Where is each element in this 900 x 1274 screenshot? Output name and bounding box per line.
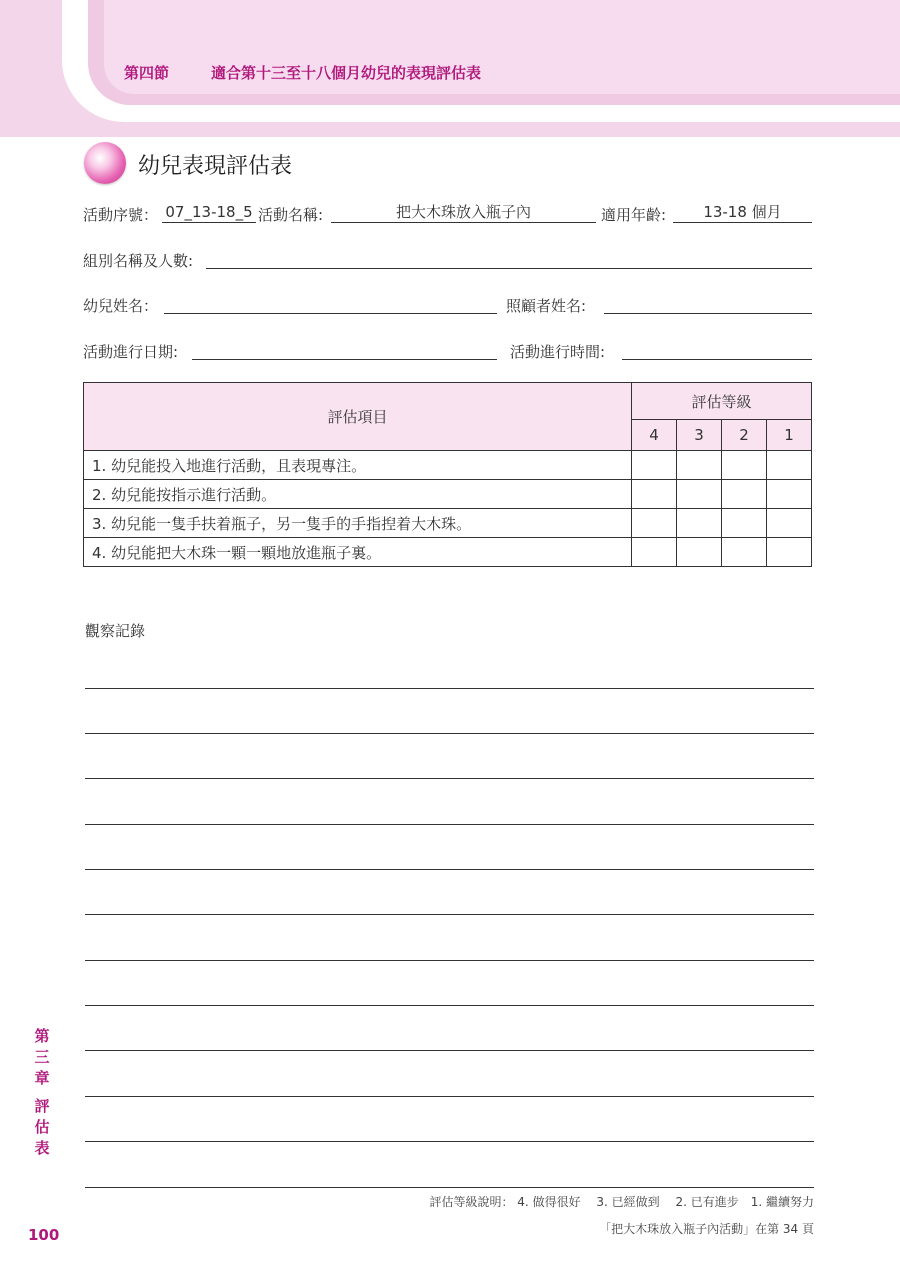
table-row (84, 451, 812, 480)
carer-name-field[interactable] (604, 293, 812, 314)
date-label: 活動進行日期: (83, 343, 179, 361)
level-3-header: 3 (677, 420, 722, 451)
rating-cell[interactable] (767, 538, 812, 567)
age-label: 適用年齡: (601, 206, 667, 224)
date-field[interactable] (192, 339, 497, 360)
carer-name-label: 照顧者姓名: (506, 297, 587, 315)
observation-label: 觀察記錄 (85, 622, 146, 640)
activity-name-field[interactable]: 把大木珠放入瓶子內 (331, 202, 596, 223)
observation-line[interactable] (85, 914, 814, 915)
level-1-header: 1 (767, 420, 812, 451)
item-text: 2. 幼兒能按指示進行活動。 (84, 480, 632, 509)
item-text: 4. 幼兒能把大木珠一顆一顆地放進瓶子裏。 (84, 538, 632, 567)
item-text: 1. 幼兒能投入地進行活動，且表現專注。 (84, 451, 632, 480)
page-title: 幼兒表現評估表 (138, 154, 293, 179)
rating-legend: 評估等級說明： 4. 做得很好 3. 已經做到 2. 已有進步 1. 繼續努力 (429, 1195, 814, 1209)
table-row (84, 538, 812, 567)
observation-line[interactable] (85, 688, 814, 689)
rating-cell[interactable] (677, 480, 722, 509)
child-name-label: 幼兒姓名： (83, 297, 159, 315)
child-name-field[interactable] (164, 293, 497, 314)
age-field[interactable]: 13-18 個月 (673, 202, 812, 223)
observation-line[interactable] (85, 1141, 814, 1142)
evaluation-table (83, 382, 812, 567)
rating-cell[interactable] (632, 451, 677, 480)
activity-reference: 「把大木珠放入瓶子內活動」在第 34 頁 (599, 1222, 814, 1236)
page-number: 100 (28, 1226, 60, 1244)
activity-no-label: 活動序號： (83, 206, 159, 224)
rating-cell[interactable] (722, 451, 767, 480)
level-4-header: 4 (632, 420, 677, 451)
section-title: 適合第十三至十八個月幼兒的表現評估表 (211, 64, 482, 82)
table-row (84, 509, 812, 538)
rating-cell[interactable] (722, 509, 767, 538)
item-header: 評估項目 (84, 383, 632, 451)
activity-no-field[interactable]: 07_13-18_5 (162, 202, 256, 223)
rating-cell[interactable] (722, 538, 767, 567)
rating-cell[interactable] (677, 538, 722, 567)
group-label: 組別名稱及人數: (83, 252, 194, 270)
rating-cell[interactable] (632, 480, 677, 509)
observation-line[interactable] (85, 1187, 814, 1188)
observation-line[interactable] (85, 733, 814, 734)
group-field[interactable] (206, 248, 812, 269)
observation-line[interactable] (85, 778, 814, 779)
level-header: 評估等級 (632, 383, 812, 420)
rating-cell[interactable] (632, 538, 677, 567)
time-field[interactable] (622, 339, 812, 360)
rating-cell[interactable] (677, 509, 722, 538)
rating-cell[interactable] (767, 451, 812, 480)
rating-cell[interactable] (722, 480, 767, 509)
observation-line[interactable] (85, 1005, 814, 1006)
level-2-header: 2 (722, 420, 767, 451)
time-label: 活動進行時間: (510, 343, 606, 361)
rating-cell[interactable] (767, 509, 812, 538)
section-label: 第四節 (124, 64, 170, 82)
item-text: 3. 幼兒能一隻手扶着瓶子，另一隻手的手指揑着大木珠。 (84, 509, 632, 538)
bullet-orb-icon (84, 142, 126, 184)
rating-cell[interactable] (632, 509, 677, 538)
activity-name-label: 活動名稱: (258, 206, 324, 224)
table-row (84, 480, 812, 509)
rating-cell[interactable] (677, 451, 722, 480)
rating-cell[interactable] (767, 480, 812, 509)
observation-line[interactable] (85, 869, 814, 870)
observation-line[interactable] (85, 1050, 814, 1051)
observation-line[interactable] (85, 824, 814, 825)
observation-line[interactable] (85, 1096, 814, 1097)
side-topic-label: 評 估 表 (34, 1097, 50, 1157)
observation-line[interactable] (85, 960, 814, 961)
side-chapter-label: 第 三 章 (34, 1027, 50, 1087)
